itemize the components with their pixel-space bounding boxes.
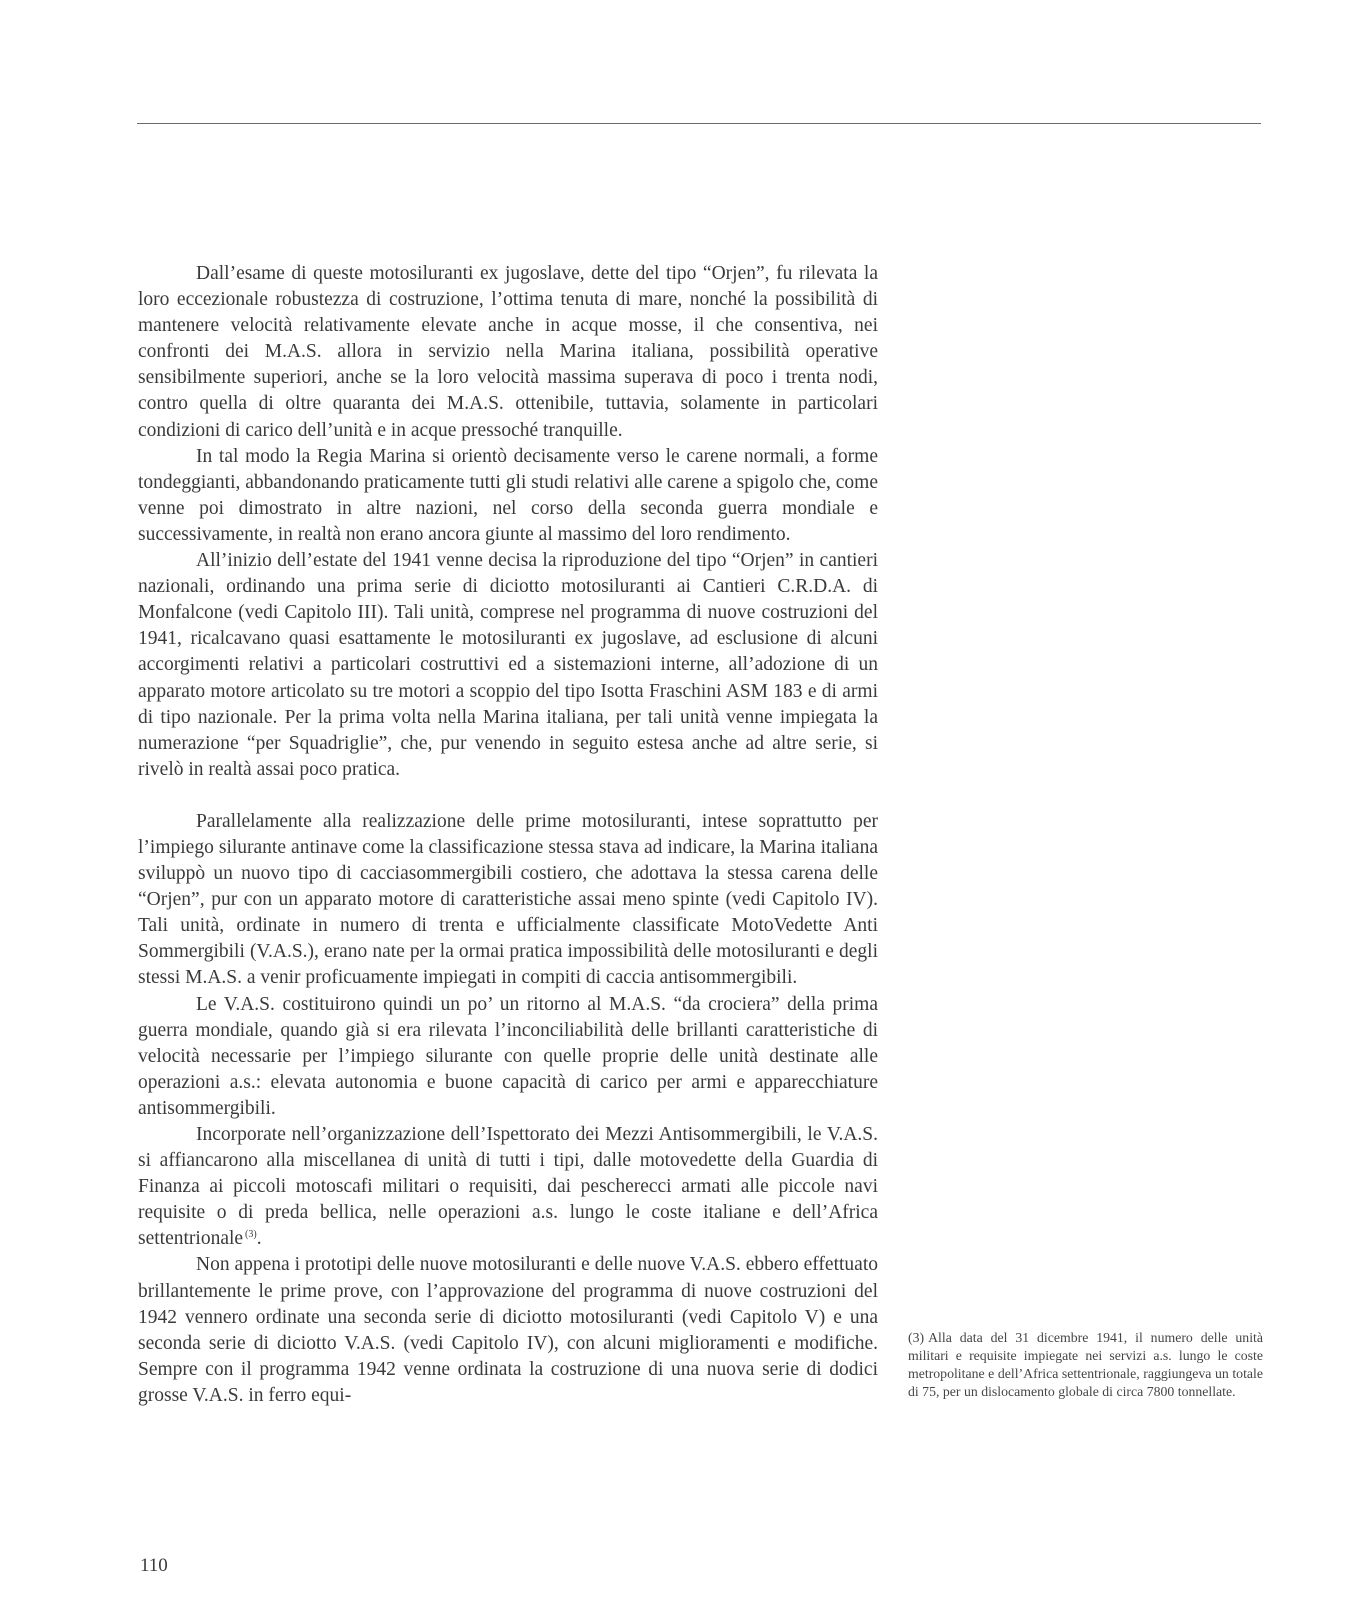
paragraph-regia-marina-hulls: In tal modo la Regia Marina si orientò decisamente verso le carene normali, a forme tondeggianti, abbandonando praticamente tutti gli studi relativi alle carene a spigolo che, come venne poi dimostrato in altre nazioni, nel corso della seconda guerra mondiale e successivamente, in realtà non erano ancora giunte al massimo del loro rendimento. [138,445,878,545]
footnote-text: Alla data del 31 dicembre 1941, il numero delle unità militari e requisite impiegate nei servizi a.s. lungo le coste metropolitane e dell’Africa settentrionale, raggiungeva un totale di 75, per un dislocamento globale di circa 7800 tonnellate. [908,1330,1263,1399]
body-text [138,261,878,1409]
paragraph-vas-development: Parallelamente alla realizzazione delle prime motosiluranti, intese soprattutto per l’impiego silurante antinave come la classificazione stessa stava ad indicare, la Marina italiana sviluppò un nuovo tipo di cacciasommergibili costiero, che adottava la stessa carena delle “Orjen”, pur con un apparato motore di caratteristiche assai meno spinte (vedi Capitolo IV). Tali unità, ordinate in numero di trenta e ufficialmente classificate MotoVedette Anti Sommergibili (V.A.S.), erano nate per la ormai pratica impossibilità delle motosiluranti e degli stessi M.A.S. a venir proficuamente impiegati in compiti di caccia antisommergibili. [138,810,878,989]
paragraph-vas-return: Le V.A.S. costituirono quindi un po’ un ritorno al M.A.S. “da crociera” della prima guerra mondiale, quando già si era rilevata l’inconciliabilità delle brillanti caratteristiche di velocità necessarie per l’impiego silurante con quelle proprie delle unità destinate alle operazioni a.s.: elevata autonomia e buone capacità di carico per armi e apparecchiature antisommergibili. [138,993,878,1119]
paragraph-antisubmarine-inspectorate: Incorporate nell’organizzazione dell’Ispettorato dei Mezzi Antisommergibili, le V.A.S. si affiancarono alla miscellanea di unità di tutti i tipi, dalle motovedette della Guardia di Finanza ai piccoli motoscafi militari o requisiti, dai pescherecci armati alle piccole navi requisite o di preda bellica, nelle operazioni a.s. lungo le coste italiane e dell’Africa settentrionale $^{(3)}$. [138,1124,878,1250]
paragraph-antisubmarine-inspectorate-text: Incorporate nell’organizzazione dell’Ispettorato dei Mezzi Antisommergibili, le V.A.S. si affiancarono alla miscellanea di unità di tutti i tipi, dalle motovedette della Guardia di Finanza ai piccoli motoscafi militari o requisiti, dai pescherecci armati alle piccole navi requisite o di preda bellica, nelle operazioni a.s. lungo le coste italiane e dell’Africa settentrionale [138,1124,878,1250]
page-number: 110 [140,1555,168,1576]
footnote [908,1329,1263,1401]
footnote-number: (3) [908,1330,925,1345]
paragraph-orjen-evaluation: Dall’esame di queste motosiluranti ex jugoslave, dette del tipo “Orjen”, fu rilevata la loro eccezionale robustezza di costruzione, l’ottima tenuta di mare, nonché la possibilità di mantenere velocità relativamente elevate anche in acque mosse, il che consentiva, nei confronti dei M.A.S. allora in servizio nella Marina italiana, possibilità operative sensibilmente superiori, anche se la loro velocità massima superava di poco i trenta nodi, contro quella di oltre quaranta dei M.A.S. ottenibile, tuttavia, solamente in particolari condizioni di carico dell’unità e in acque pressoché tranquille. [138,263,878,441]
paragraph-1942-program: Non appena i prototipi delle nuove motosiluranti e delle nuove V.A.S. ebbero effettuato brillantemente le prime prove, con l’approvazione del programma di nuove costruzioni del 1942 vennero ordinate una seconda serie di diciotto motosiluranti (vedi Capitolo V) e una seconda serie di diciotto V.A.S. (vedi Capitolo IV), con alcuni miglioramenti e modifiche. Sempre con il programma 1942 venne ordinata la costruzione di una nuova serie di dodici grosse V.A.S. in ferro equi- [138,1254,878,1406]
paragraph-1941-production: All’inizio dell’estate del 1941 venne decisa la riproduzione del tipo “Orjen” in cantieri nazionali, ordinando una prima serie di diciotto motosiluranti ai Cantieri C.R.D.A. di Monfalcone (vedi Capitolo III). Tali unità, comprese nel programma di nuove costruzioni del 1941, ricalcavano quasi esattamente le motosiluranti ex jugoslave, ad esclusione di alcuni accorgimenti relativi a particolari costruttivi ed a sistemazioni interne, all’adozione di un apparato motore articolato su tre motori a scoppio del tipo Isotta Fraschini ASM 183 e di armi di tipo nazionale. Per la prima volta nella Marina italiana, per tali unità venne impiegata la numerazione “per Squadriglie”, che, pur venendo in seguito estesa anche ad altre serie, si rivelò in realtà assai poco pratica. [138,550,878,780]
header-rule [137,123,1261,124]
footnote-reference: (3) [245,1228,257,1240]
